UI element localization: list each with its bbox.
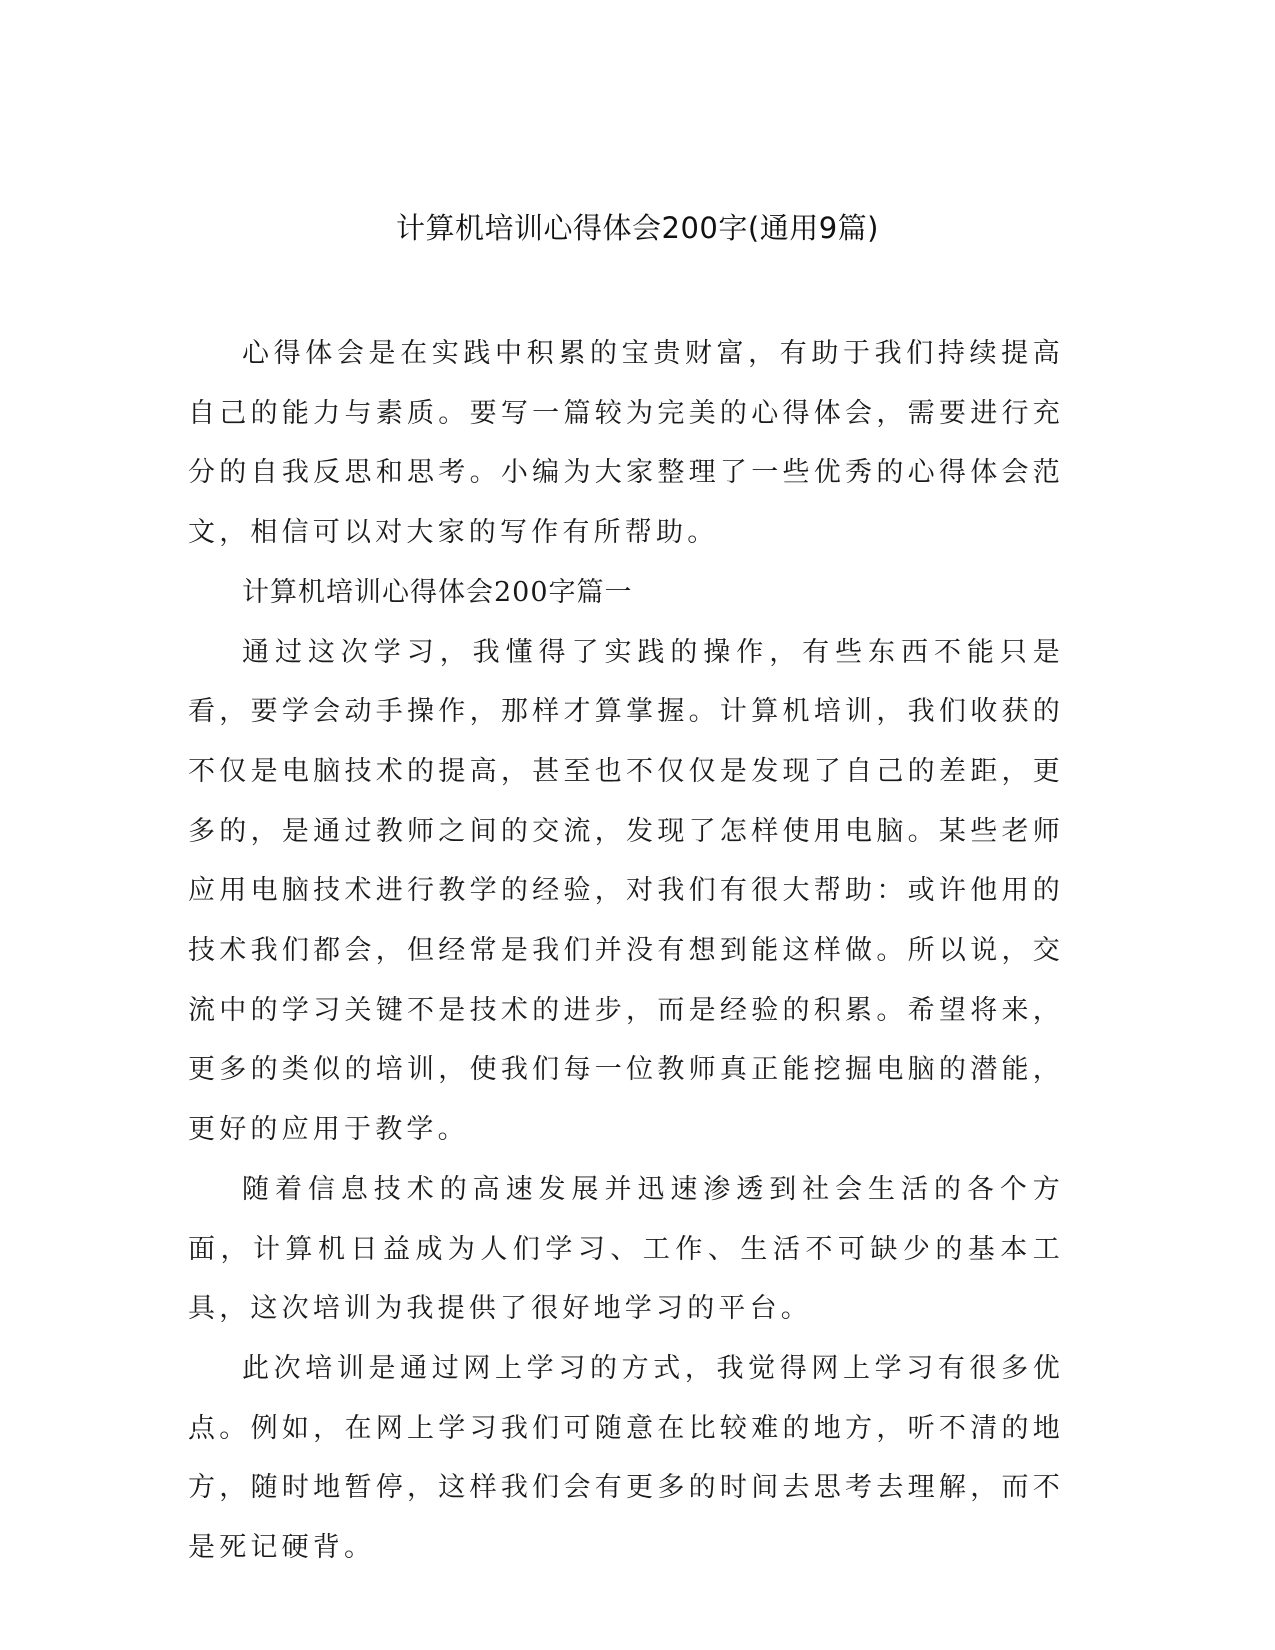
document-body xyxy=(188,324,1064,1578)
document-title: 计算机培训心得体会200字(通用9篇) xyxy=(396,211,879,245)
section-heading: 计算机培训心得体会200字篇一 xyxy=(242,576,633,608)
intro-paragraph: 心得体会是在实践中积累的宝贵财富，有助于我们持续提高自己的能力与素质。要写一篇较为完美的心得体会，需要进行充分的自我反思和思考。小编为大家整理了一些优秀的心得体会范文，相信可以对大家的写作有所帮助。 xyxy=(188,338,1064,549)
body-paragraph: 随着信息技术的高速发展并迅速渗透到社会生活的各个方面，计算机日益成为人们学习、工作、生活不可缺少的基本工具，这次培训为我提供了很好地学习的平台。 xyxy=(188,1173,1064,1325)
body-paragraph: 通过这次学习，我懂得了实践的操作，有些东西不能只是看，要学会动手操作，那样才算掌握。计算机培训，我们收获的不仅是电脑技术的提高，甚至也不仅仅是发现了自己的差距，更多的，是通过教师之间的交流，发现了怎样使用电脑。某些老师应用电脑技术进行教学的经验，对我们有很大帮助：或许他用的技术我们都会，但经常是我们并没有想到能这样做。所以说，交流中的学习关键不是技术的进步，而是经验的积累。希望将来，更多的类似的培训，使我们每一位教师真正能挖掘电脑的潜能，更好的应用于教学。 xyxy=(188,636,1064,1146)
body-paragraph: 此次培训是通过网上学习的方式，我觉得网上学习有很多优点。例如，在网上学习我们可随意在比较难的地方，听不清的地方，随时地暂停，这样我们会有更多的时间去思考去理解，而不是死记硬背。 xyxy=(188,1352,1064,1564)
